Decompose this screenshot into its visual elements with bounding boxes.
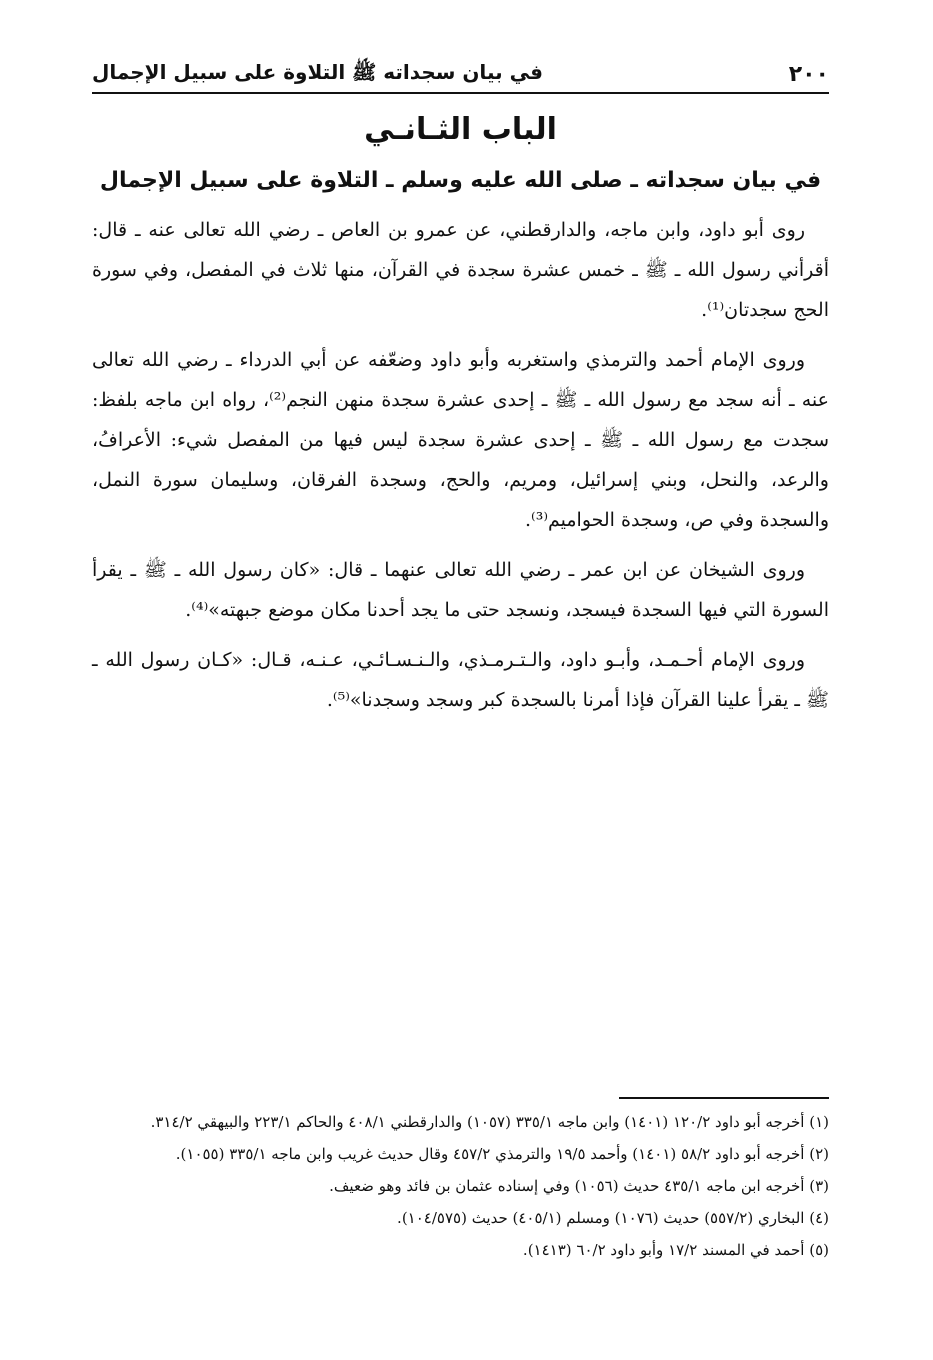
- footnote: (٢) أخرجه أبو داود ٥٨/٢ (١٤٠١) وأحمد ١٩/٥ والترمذي ٤٥٧/٢ وقال حديث غريب وابن ماجه ٣٣٥/١ (١٠٥٥).: [175, 1145, 829, 1163]
- paragraph: وروى الشيخان عن ابن عمر ـ رضي الله تعالى عنهما ـ قال: «كان رسول الله ـ ﷺ ـ يقرأ السورة التي فيها السجدة فيسجد، ونسجد حتى ما يجد أحدنا مكان موضع جبهته»⁽⁴⁾.: [92, 559, 829, 621]
- footnotes: [84, 1108, 829, 1268]
- running-header: [92, 56, 829, 92]
- paragraph: روى أبو داود، وابن ماجه، والدارقطني، عن عمرو بن العاص ـ رضي الله تعالى عنه ـ قال: أقرأني رسول الله ـ ﷺ ـ خمس عشرة سجدة في القرآن، منها ثلاث في المفصل، وفي سورة الحج سجدتان⁽¹⁾.: [92, 219, 829, 321]
- footnote: (٤) البخاري (٥٥٧/٢) حديث (١٠٧٦) ومسلم (٤٠٥/١) حديث (١٠٤/٥٧٥).: [397, 1209, 829, 1227]
- paragraph: وروى الإمام أحمد والترمذي واستغربه وأبو داود وضعّفه عن أبي الدرداء ـ رضي الله تعالى عنه ـ أنه سجد مع رسول الله ـ ﷺ ـ إحدى عشرة سجدة منهن النجم⁽²⁾، رواه ابن ماجه بلفظ: سجدت مع رسول الله ـ ﷺ ـ إحدى عشرة سجدة ليس فيها من المفصل شيء: الأعرافُ، والرعد، والنحل، وبني إسرائيل، ومريم، والحج، وسجدة الفرقان، وسليمان سورة النمل، والسجدة وفي ص، وسجدة الحواميم⁽³⁾.: [92, 349, 829, 531]
- footnote: (٣) أخرجه ابن ماجه ٤٣٥/١ حديث (١٠٥٦) وفي إسناده عثمان بن فائد وهو ضعيف.: [329, 1177, 829, 1195]
- header-divider: [92, 92, 829, 94]
- paragraph: وروى الإمام أحـمـد، وأبـو داود، والـتـرمـذي، والـنـسـائـي، عـنـه، قـال: «كـان رسول الله ـ ﷺ ـ يقرأ علينا القرآن فإذا أمرنا بالسجدة كبر وسجد وسجدنا»⁽⁵⁾.: [92, 649, 829, 711]
- footnote: (٥) أحمد في المسند ١٧/٢ وأبو داود ٦٠/٢ (١٤١٣).: [522, 1241, 829, 1259]
- chapter-title: الباب الثـانـي: [364, 112, 557, 147]
- footnote-divider: [619, 1097, 829, 1099]
- footnote: (١) أخرجه أبو داود ١٢٠/٢ (١٤٠١) وابن ماجه ٣٣٥/١ (١٠٥٧) والدارقطني ٤٠٨/١ والحاكم ٢٢٣/١ والبيهقي ٣١٤/٢.: [150, 1113, 829, 1131]
- body-text: [92, 210, 829, 730]
- page-number: ٢٠٠: [788, 61, 829, 87]
- running-title: في بيان سجداته ﷺ التلاوة على سبيل الإجمال: [92, 59, 543, 84]
- chapter-subtitle: في بيان سجداته ـ صلى الله عليه وسلم ـ التلاوة على سبيل الإجمال: [99, 168, 822, 193]
